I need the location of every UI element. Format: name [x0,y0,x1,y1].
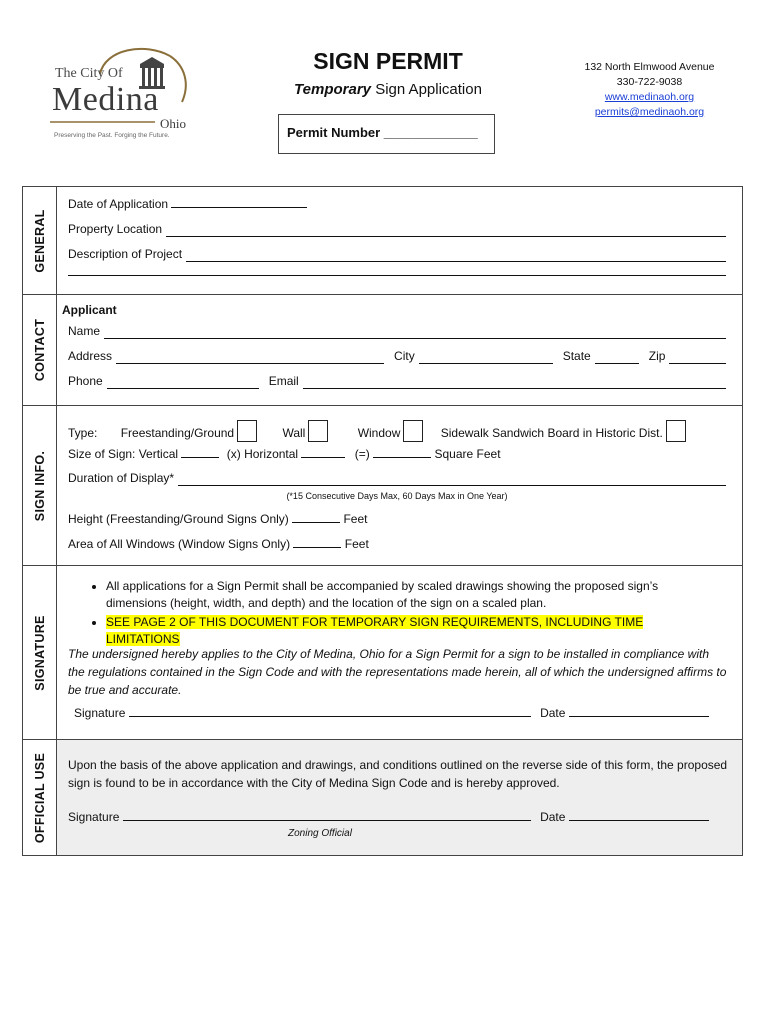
duration-row [68,470,726,486]
email-label: Email [268,374,299,388]
sign-type-label: Type: [68,426,98,440]
phone-field[interactable] [107,377,259,389]
description-row [68,246,726,262]
phone-email-row [68,373,726,389]
page-subtitle [268,81,508,98]
size-total-field[interactable] [373,446,431,458]
size-horizontal-label: (x) Horizontal [226,447,299,461]
general-tab [23,187,57,294]
official-date-field[interactable] [569,809,709,821]
signature-tab-label: SIGNATURE [32,614,47,691]
city-contact-block [572,60,727,120]
size-of-sign-row [68,446,726,462]
property-location-row [68,221,726,237]
page-title: SIGN PERMIT [313,48,463,74]
description-row-2 [68,264,726,276]
type-window-checkbox[interactable] [403,420,423,442]
date-of-application-label: Date of Application [68,197,169,211]
applicant-heading: Applicant [62,303,117,317]
property-location-field[interactable] [166,225,726,237]
applicant-date-label: Date [540,706,566,720]
description-label: Description of Project [68,247,183,261]
name-label: Name [68,324,101,338]
type-sidewalk-checkbox[interactable] [666,420,686,442]
approval-statement: Upon the basis of the above application and drawings, and conditions outlined on the reverse side of this form, the proposed sign is found to be in accordance with the City of Medina Sign Code and is hereby approved. [68,758,728,790]
window-area-row [68,536,726,552]
applicant-signature-row [74,705,726,721]
logo-ohio: Ohio [160,116,186,131]
applicant-signature-field[interactable] [129,705,531,717]
official-signature-field[interactable] [123,809,531,821]
duration-label: Duration of Display* [68,471,175,485]
height-label: Height (Freestanding/Ground Signs Only) [68,512,289,526]
name-field[interactable] [104,327,726,339]
logo-medina: Medina [52,81,159,118]
permit-number-label: Permit Number _____________ [287,125,478,140]
applicant-affirmation: The undersigned hereby applies to the City of Medina, Ohio for a Sign Permit for a sign to be installed in compliance with the regulations contained in the Sign Code and with the representations made herein, all of which the undersigned affirms to be true and accurate. [68,647,727,697]
city-address: 132 North Elmwood Avenue [584,61,715,73]
duration-note: (*15 Consecutive Days Max, 60 Days Max in One Year) [286,491,508,501]
type-window-label: Window [357,426,401,440]
square-feet-label: Square Feet [434,447,501,461]
sign-info-tab-label: SIGN INFO. [32,450,47,521]
address-label: Address [68,349,113,363]
signature-tab [23,566,57,739]
state-label: State [562,349,591,363]
window-area-label: Area of All Windows (Window Signs Only) [68,537,291,551]
website-link[interactable]: www.medinaoh.org [604,91,695,103]
phone-label: Phone [68,374,103,388]
date-of-application-row [68,196,726,212]
city-logo [50,44,200,139]
duration-field[interactable] [178,474,726,486]
city-phone: 330-722-9038 [616,76,683,88]
address-field[interactable] [116,352,384,364]
applicant-signature-label: Signature [74,706,126,720]
contact-tab-label: CONTACT [32,318,47,382]
date-of-application-field[interactable] [171,196,307,208]
logo-city-of: The City Of [55,66,123,81]
sign-info-tab [23,406,57,565]
window-area-field[interactable] [293,536,341,548]
subtitle-temporary: Temporary [294,81,372,98]
state-field[interactable] [595,352,639,364]
city-label: City [394,349,415,363]
official-use-tab [23,740,57,855]
size-vertical-field[interactable] [181,446,219,458]
email-link[interactable]: permits@medinaoh.org [594,106,705,118]
height-row [68,511,726,527]
type-wall-label: Wall [282,426,306,440]
see-page-2-highlight: SEE PAGE 2 OF THIS DOCUMENT FOR TEMPORARY SIGN REQUIREMENTS, INCLUDING TIME LIMITATIONS [106,615,644,646]
description-field[interactable] [186,250,726,262]
height-field[interactable] [292,511,340,523]
general-tab-label: GENERAL [32,208,47,273]
official-date-label: Date [540,810,566,824]
property-location-label: Property Location [68,222,163,236]
email-field[interactable] [303,377,726,389]
zoning-official-caption: Zoning Official [288,828,352,839]
city-field[interactable] [419,352,553,364]
zip-field[interactable] [669,352,726,364]
official-signature-row [68,809,726,825]
type-sidewalk-label: Sidewalk Sandwich Board in Historic Dist. [440,426,663,440]
requirements-list [68,578,718,650]
size-horizontal-field[interactable] [301,446,345,458]
description-field-2[interactable] [68,264,726,276]
type-freestanding-label: Freestanding/Ground [120,426,235,440]
address-row [68,348,726,364]
contact-tab [23,295,57,405]
official-use-tab-label: OFFICIAL USE [32,752,47,843]
type-wall-checkbox[interactable] [308,420,328,442]
applicant-date-field[interactable] [569,705,709,717]
requirement-drawings: • All applications for a Sign Permit shall be accompanied by scaled drawings showing the proposed sign’s dimensions (height, width, and depth) and the location of the sign on a scaled plan. [106,578,718,612]
window-area-feet-label: Feet [344,537,369,551]
size-vertical-label: Size of Sign: Vertical [68,447,179,461]
height-feet-label: Feet [343,512,368,526]
size-equals-label: (=) [354,447,370,461]
type-freestanding-checkbox[interactable] [237,420,257,442]
sign-type-row [68,420,726,442]
official-signature-label: Signature [68,810,120,824]
logo-tagline: Preserving the Past. Forging the Future. [54,132,170,139]
subtitle-rest: Sign Application [371,81,482,98]
permit-number-box[interactable] [278,114,495,154]
name-row [68,323,726,339]
zip-label: Zip [648,349,666,363]
requirement-see-page-2 [106,614,718,648]
